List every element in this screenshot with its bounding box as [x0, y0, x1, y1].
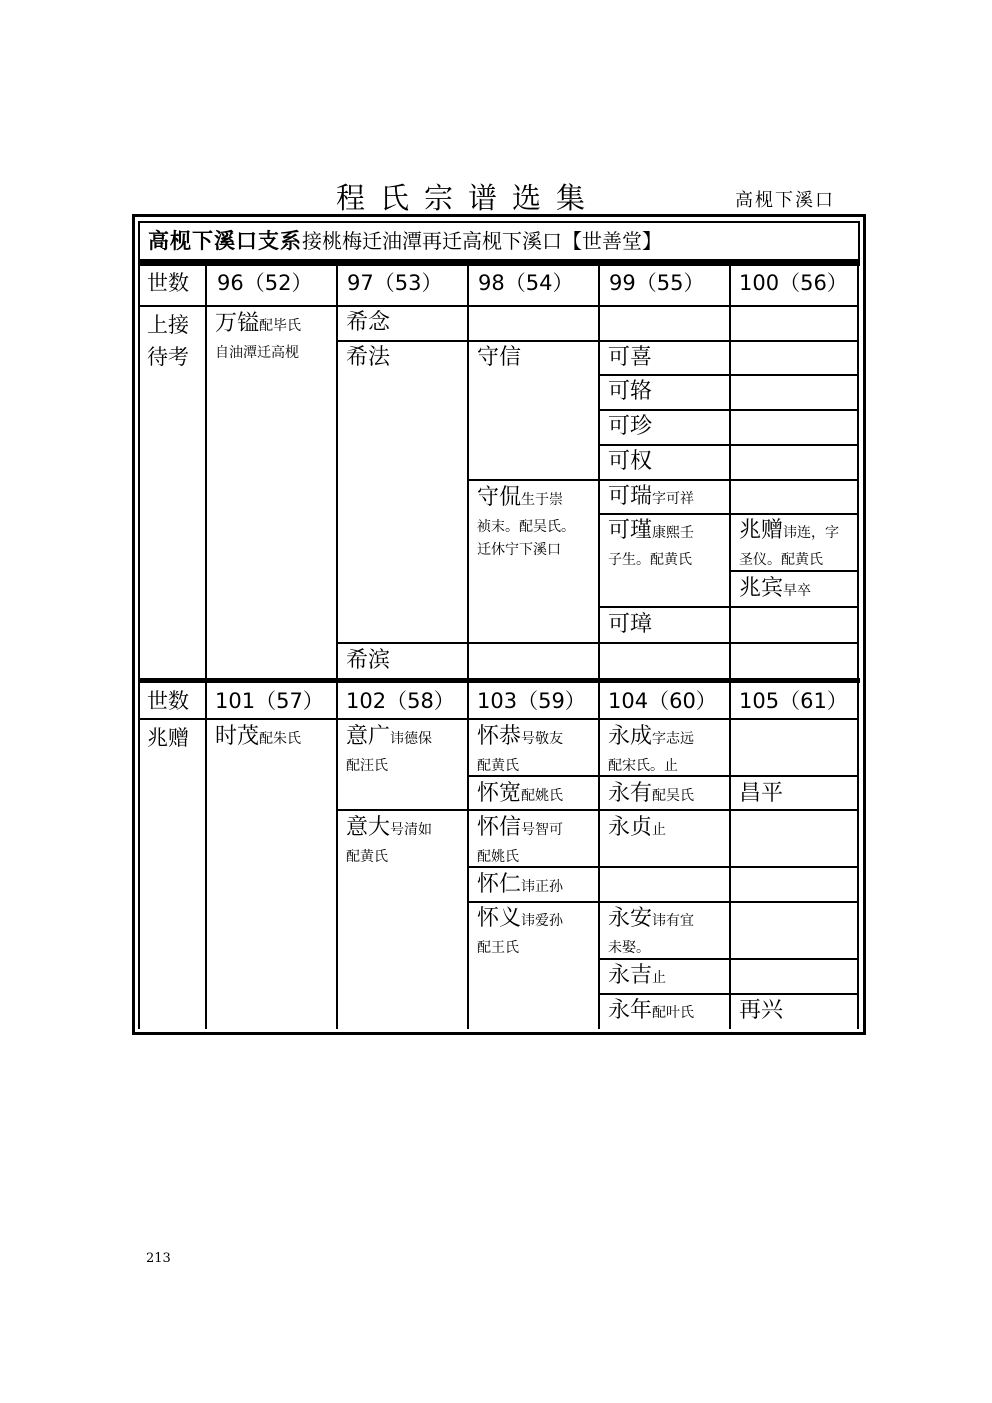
person-name: 可珍 — [608, 414, 653, 439]
person-entry — [608, 517, 694, 545]
person-name: 意大 — [346, 815, 391, 840]
person-name: 可瑾 — [608, 518, 653, 543]
row-rule — [138, 718, 859, 720]
person-note: 配吴氏 — [652, 788, 695, 804]
person-name: 可璋 — [608, 612, 653, 637]
person-entry — [477, 905, 563, 933]
row-rule — [138, 305, 859, 307]
person-entry — [215, 310, 301, 338]
person-note: 止 — [652, 822, 667, 838]
person-note: 自油潭迁高枧 — [215, 345, 299, 361]
person-name: 永成 — [608, 724, 653, 749]
person-name: 希念 — [346, 310, 391, 335]
person-note: 配黄氏 — [477, 758, 519, 774]
person-name: 怀恭 — [477, 724, 522, 749]
person-note: 生于崇 — [521, 492, 564, 508]
person-name: 可权 — [608, 449, 653, 474]
row-rule — [598, 374, 859, 376]
person-entry — [477, 780, 563, 808]
person-name: 怀仁 — [477, 872, 522, 897]
person-name: 再兴 — [739, 998, 784, 1023]
person-entry — [608, 997, 694, 1025]
person-note: 讳德保 — [390, 731, 433, 747]
generation-header: 96（52） — [217, 271, 313, 295]
generation-header: 98（54） — [478, 271, 574, 295]
generation-header: 101（57） — [215, 689, 324, 713]
generation-header: 103（59） — [477, 689, 586, 713]
person-name: 希法 — [346, 345, 391, 370]
person-name: 永贞 — [608, 815, 653, 840]
person-entry — [477, 814, 563, 842]
person-note: 配汪氏 — [346, 758, 388, 774]
person-entry — [608, 962, 666, 990]
person-note: 配宋氏。止 — [608, 758, 678, 774]
person-name: 可喜 — [608, 345, 653, 370]
person-note: 字可祥 — [652, 491, 695, 507]
row-rule — [467, 775, 859, 777]
generation-header-label: 世数 — [147, 689, 189, 713]
lineage-source-label: 兆赠 — [147, 726, 189, 750]
branch-header — [138, 221, 860, 261]
row-rule — [467, 479, 859, 481]
row-rule — [336, 340, 859, 342]
person-name: 怀义 — [477, 906, 522, 931]
person-name: 怀宽 — [477, 781, 522, 806]
row-rule — [598, 606, 859, 608]
person-name: 可瑞 — [608, 484, 653, 509]
person-name: 守侃 — [477, 485, 522, 510]
person-name: 昌平 — [739, 781, 784, 806]
lineage-source-label: 上接待考 — [147, 313, 189, 369]
generation-header: 100（56） — [739, 271, 848, 295]
page-number: 213 — [146, 1251, 171, 1266]
person-note: 迁休宁下溪口 — [477, 542, 561, 558]
person-name: 时茂 — [215, 724, 260, 749]
person-note: 号清如 — [390, 822, 433, 838]
column-rule — [857, 261, 859, 1029]
person-note: 祯末。配吴氏。 — [477, 519, 575, 535]
row-rule — [336, 642, 859, 644]
person-note: 止 — [652, 970, 667, 986]
column-rule — [467, 261, 469, 1029]
person-name: 永吉 — [608, 963, 653, 988]
person-name: 可辂 — [608, 379, 653, 404]
person-note: 讳连，字 — [783, 525, 840, 541]
person-note: 配朱氏 — [259, 731, 302, 747]
person-note: 讳有宜 — [652, 913, 695, 929]
person-name: 希滨 — [346, 648, 391, 673]
person-name: 永安 — [608, 906, 653, 931]
person-entry — [739, 517, 839, 545]
person-entry — [608, 905, 694, 933]
person-entry — [346, 723, 432, 751]
generation-header: 104（60） — [608, 689, 717, 713]
section-separator-bar — [138, 678, 860, 683]
person-note: 配叶氏 — [652, 1005, 695, 1021]
row-rule — [598, 409, 859, 411]
branch-description: 接桃梅迁油潭再迁高枧下溪口【世善堂】 — [302, 229, 662, 253]
person-note: 子生。配黄氏 — [608, 552, 692, 568]
column-rule — [205, 261, 207, 1029]
person-note: 早卒 — [783, 583, 812, 599]
person-note: 配姚氏 — [477, 849, 519, 865]
generation-header: 99（55） — [609, 271, 705, 295]
person-note: 号智可 — [521, 822, 564, 838]
person-entry — [215, 723, 301, 751]
person-name: 兆宾 — [739, 576, 784, 601]
person-name: 永有 — [608, 781, 653, 806]
person-note: 圣仪。配黄氏 — [739, 552, 823, 568]
person-entry — [608, 780, 694, 808]
person-entry — [477, 723, 563, 751]
row-rule — [598, 958, 859, 960]
person-entry — [608, 483, 694, 511]
person-note: 号敬友 — [521, 731, 564, 747]
column-rule — [138, 261, 140, 1029]
row-rule — [467, 901, 859, 903]
row-rule — [729, 570, 859, 572]
column-rule — [729, 261, 731, 1029]
column-rule — [598, 261, 600, 1029]
generation-header: 105（61） — [739, 689, 848, 713]
generation-header: 97（53） — [347, 271, 443, 295]
person-entry — [477, 871, 563, 899]
column-rule — [336, 261, 338, 1029]
header-separator-bar — [138, 261, 860, 266]
person-note: 配王氏 — [477, 940, 519, 956]
person-name: 永年 — [608, 998, 653, 1023]
running-head: 高枧下溪口 — [735, 190, 835, 211]
person-note: 配姚氏 — [521, 788, 564, 804]
book-title: 程氏宗谱选集 — [336, 181, 601, 215]
person-entry — [608, 814, 666, 842]
person-note: 配毕氏 — [259, 318, 302, 334]
branch-title: 高枧下溪口支系 — [148, 228, 302, 253]
person-note: 未娶。 — [608, 940, 650, 956]
person-name: 怀信 — [477, 815, 522, 840]
row-rule — [467, 866, 859, 868]
person-note: 康熙壬 — [652, 525, 695, 541]
person-note: 讳正孙 — [521, 879, 564, 895]
person-entry — [608, 723, 694, 751]
person-note: 讳爱孙 — [521, 913, 564, 929]
row-rule — [598, 444, 859, 446]
person-entry — [346, 814, 432, 842]
person-name: 万镒 — [215, 311, 260, 336]
row-rule — [336, 809, 859, 811]
generation-header-label: 世数 — [147, 271, 189, 295]
person-entry — [477, 484, 563, 512]
row-rule — [598, 993, 859, 995]
generation-header: 102（58） — [346, 689, 455, 713]
row-rule — [598, 513, 859, 515]
person-name: 兆赠 — [739, 518, 784, 543]
person-name: 意广 — [346, 724, 391, 749]
person-name: 守信 — [477, 345, 522, 370]
person-note: 配黄氏 — [346, 849, 388, 865]
person-note: 字志远 — [652, 731, 695, 747]
person-entry — [739, 575, 811, 603]
